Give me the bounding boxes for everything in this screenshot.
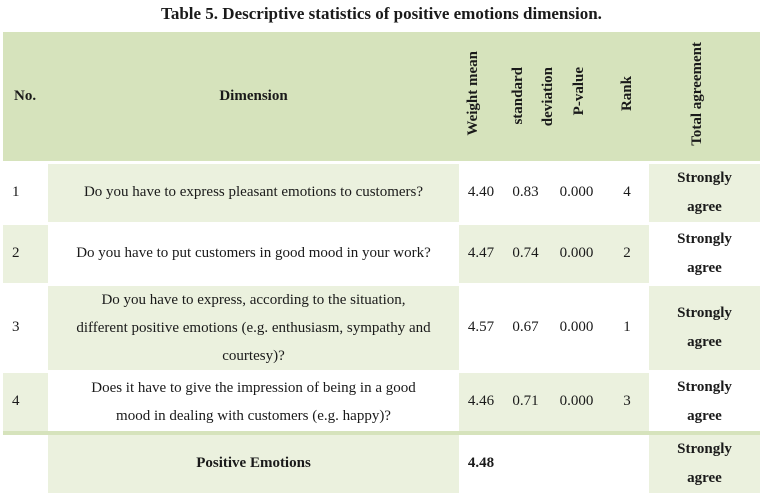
row-dimension xyxy=(48,284,459,371)
header-p-value: P-value xyxy=(571,66,587,115)
row-dimension-line: Does it have to give the impression of being in a good xyxy=(91,379,416,396)
row-p: 0.000 xyxy=(548,162,605,223)
header-std-line2: deviation xyxy=(540,66,556,126)
header-rank-label: Rank xyxy=(618,76,635,112)
row-dimension: Do you have to put customers in good mood in your work? xyxy=(48,223,459,284)
header-total-agreement-label: Total agreement xyxy=(689,41,705,146)
header-total-agreement xyxy=(649,32,760,162)
table-row xyxy=(3,162,760,223)
row-mean: 4.47 xyxy=(459,223,503,284)
statistics-table xyxy=(3,32,760,493)
row-rank: 1 xyxy=(605,284,649,371)
row-dimension-line: courtesy)? xyxy=(222,347,285,364)
row-agree-1: Strongly xyxy=(677,230,732,247)
row-rank: 2 xyxy=(605,223,649,284)
row-dimension-line: mood in dealing with customers (e.g. happy)? xyxy=(116,407,391,424)
row-sd: 0.74 xyxy=(503,223,548,284)
total-p xyxy=(548,433,605,493)
row-agree-1: Strongly xyxy=(677,169,732,186)
row-mean: 4.46 xyxy=(459,371,503,433)
row-sd: 0.67 xyxy=(503,284,548,371)
header-no: No. xyxy=(3,32,48,162)
row-dimension-line: Do you have to express, according to the situation, xyxy=(101,291,406,308)
header-weight-mean xyxy=(459,32,503,162)
table-row xyxy=(3,284,760,371)
total-sd xyxy=(503,433,548,493)
row-dimension: Do you have to express pleasant emotions to customers? xyxy=(48,162,459,223)
row-dimension-line: different positive emotions (e.g. enthusiasm, sympathy and xyxy=(76,319,431,336)
header-std-line1: standard xyxy=(510,66,526,125)
row-agreement xyxy=(649,162,760,223)
row-agreement xyxy=(649,371,760,433)
row-agree-2: agree xyxy=(687,198,722,215)
total-agree-2: agree xyxy=(687,469,722,486)
header-dimension: Dimension xyxy=(48,32,459,162)
row-p: 0.000 xyxy=(548,223,605,284)
row-agree-1: Strongly xyxy=(677,378,732,395)
row-no: 2 xyxy=(3,223,48,284)
total-row xyxy=(3,433,760,493)
row-sd: 0.71 xyxy=(503,371,548,433)
row-rank: 3 xyxy=(605,371,649,433)
header-standard-deviation xyxy=(503,32,605,162)
table-title: Table 5. Descriptive statistics of positive emotions dimension. xyxy=(161,4,602,23)
row-agree-2: agree xyxy=(687,407,722,424)
row-dimension xyxy=(48,371,459,433)
total-label: Positive Emotions xyxy=(48,433,459,493)
row-agreement xyxy=(649,284,760,371)
row-agreement xyxy=(649,223,760,284)
row-p: 0.000 xyxy=(548,371,605,433)
total-agree-1: Strongly xyxy=(677,440,732,457)
header-weight-mean-label: Weight mean xyxy=(465,51,481,137)
header-rank xyxy=(605,32,649,162)
row-no: 1 xyxy=(3,162,48,223)
table-row xyxy=(3,371,760,433)
row-agree-2: agree xyxy=(687,259,722,276)
total-agreement xyxy=(649,433,760,493)
row-p: 0.000 xyxy=(548,284,605,371)
row-agree-1: Strongly xyxy=(677,304,732,321)
row-mean: 4.40 xyxy=(459,162,503,223)
row-agree-2: agree xyxy=(687,333,722,350)
row-sd: 0.83 xyxy=(503,162,548,223)
header-row xyxy=(3,32,760,162)
total-no xyxy=(3,433,48,493)
table-row xyxy=(3,223,760,284)
row-mean: 4.57 xyxy=(459,284,503,371)
total-rank xyxy=(605,433,649,493)
row-no: 3 xyxy=(3,284,48,371)
total-mean: 4.48 xyxy=(459,433,503,493)
row-rank: 4 xyxy=(605,162,649,223)
row-no: 4 xyxy=(3,371,48,433)
